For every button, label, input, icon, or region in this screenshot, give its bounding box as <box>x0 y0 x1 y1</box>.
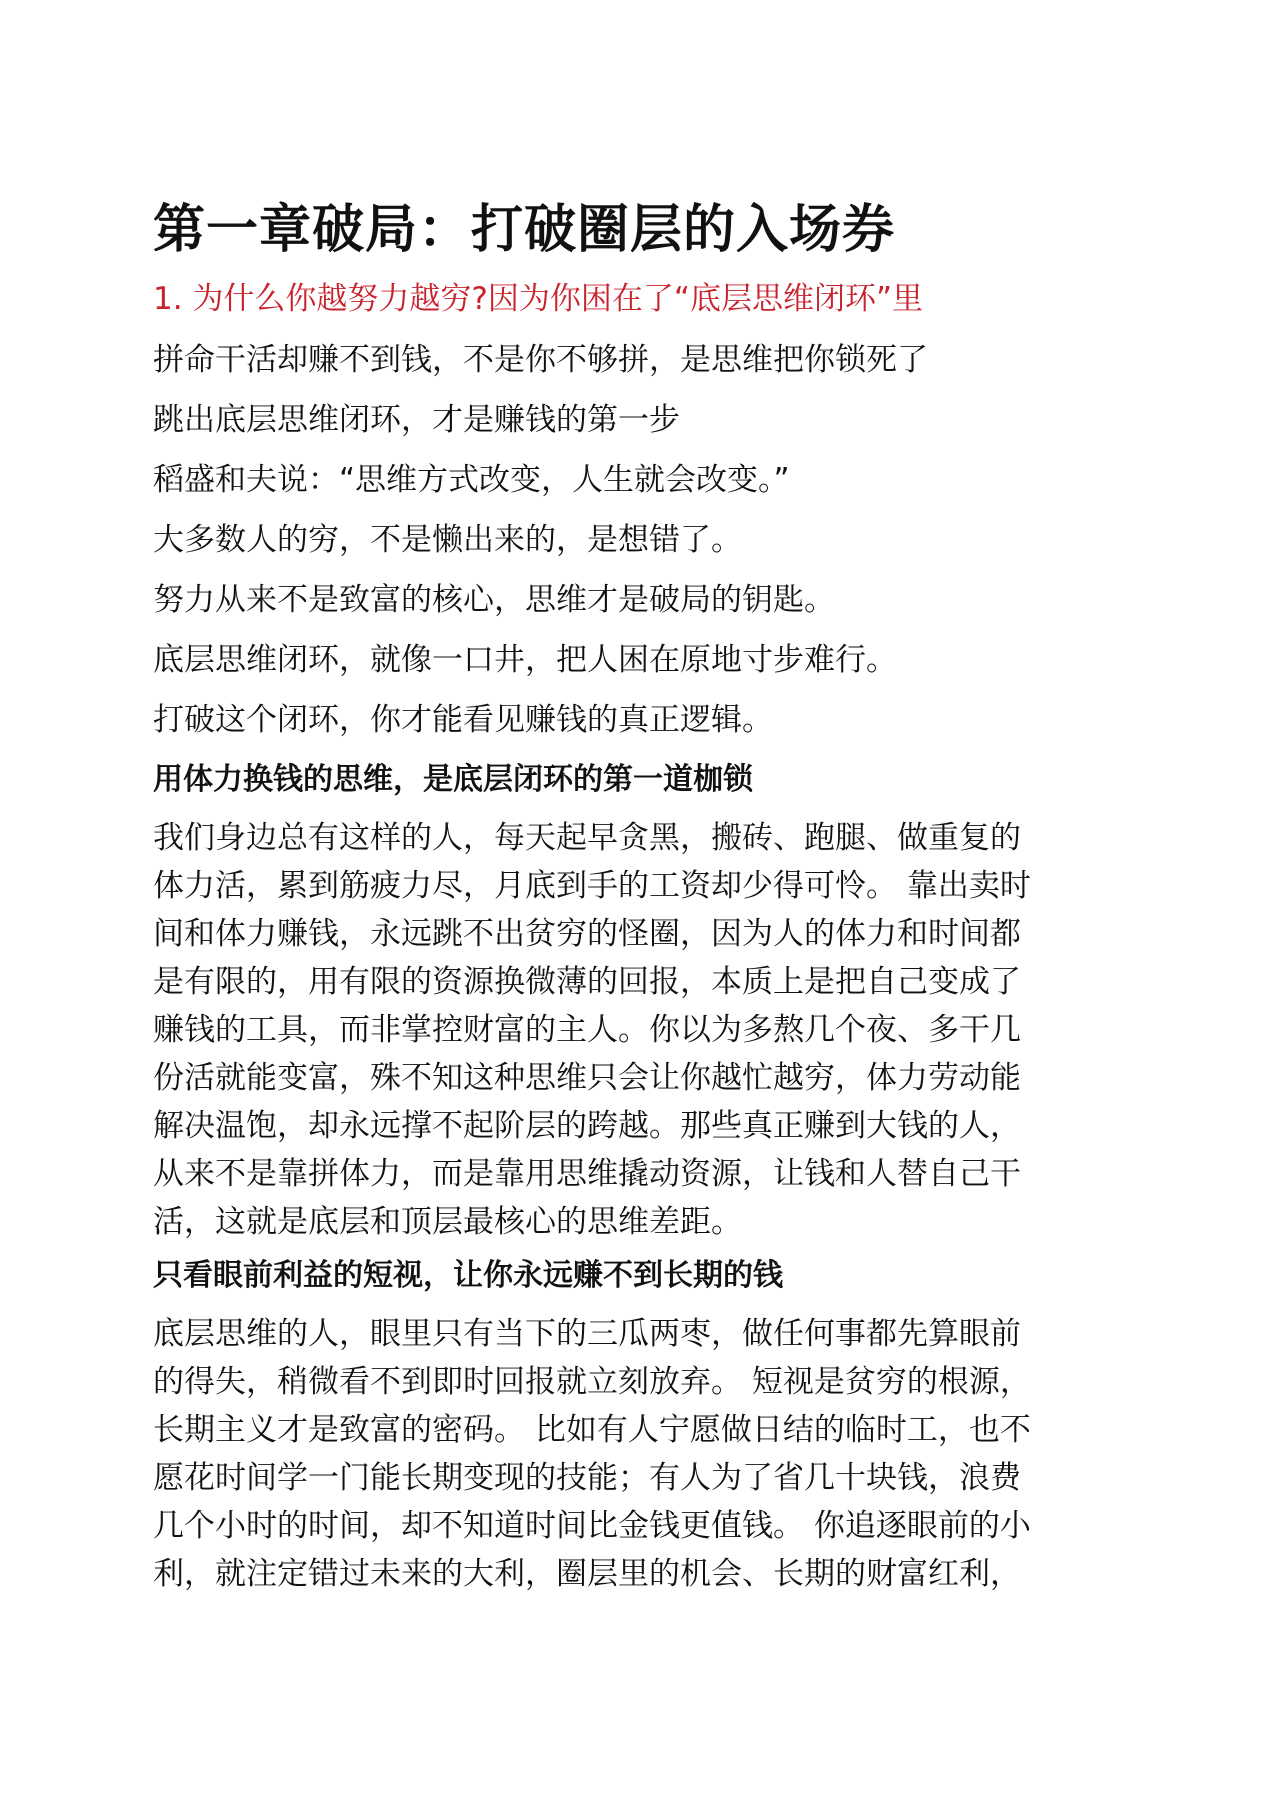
paragraph-line: 的得失，稍微看不到即时回报就立刻放弃。 短视是贫穷的根源， <box>153 1364 1031 1400</box>
paragraph-line: 利，就注定错过未来的大利，圈层里的机会、长期的财富红利， <box>153 1556 1021 1592</box>
intro-line: 跳出底层思维闭环，才是赚钱的第一步 <box>153 402 680 438</box>
section-heading: 用体力换钱的思维，是底层闭环的第一道枷锁 <box>153 762 753 797</box>
paragraph-line: 长期主义才是致富的密码。 比如有人宁愿做日结的临时工，也不 <box>153 1412 1031 1448</box>
paragraph-line: 我们身边总有这样的人，每天起早贪黑，搬砖、跑腿、做重复的 <box>153 820 1021 856</box>
intro-line: 大多数人的穷，不是懒出来的，是想错了。 <box>153 522 742 558</box>
paragraph-line: 活，这就是底层和顶层最核心的思维差距。 <box>153 1204 742 1240</box>
chapter-title: 第一章破局：打破圈层的入场券 <box>153 200 896 260</box>
intro-line: 努力从来不是致富的核心，思维才是破局的钥匙。 <box>153 582 835 618</box>
paragraph-line: 体力活，累到筋疲力尽，月底到手的工资却少得可怜。 靠出卖时 <box>153 868 1031 904</box>
paragraph-line: 解决温饱，却永远撑不起阶层的跨越。那些真正赚到大钱的人， <box>153 1108 1021 1144</box>
section-paragraph <box>153 1310 1123 1598</box>
paragraph-line: 底层思维的人，眼里只有当下的三瓜两枣，做任何事都先算眼前 <box>153 1316 1021 1352</box>
section-heading: 只看眼前利益的短视，让你永远赚不到长期的钱 <box>153 1258 783 1293</box>
intro-line: 稻盛和夫说：“思维方式改变，人生就会改变。” <box>153 462 790 498</box>
paragraph-line: 是有限的，用有限的资源换微薄的回报，本质上是把自己变成了 <box>153 964 1021 1000</box>
paragraph-line: 间和体力赚钱，永远跳不出贫穷的怪圈，因为人的体力和时间都 <box>153 916 1021 952</box>
section-paragraph <box>153 814 1123 1246</box>
paragraph-line: 愿花时间学一门能长期变现的技能；有人为了省几十块钱，浪费 <box>153 1460 1021 1496</box>
intro-line: 底层思维闭环，就像一口井，把人困在原地寸步难行。 <box>153 642 897 678</box>
paragraph-line: 赚钱的工具，而非掌控财富的主人。你以为多熬几个夜、多干几 <box>153 1012 1021 1048</box>
intro-lines <box>153 330 1123 750</box>
document-content <box>153 190 1123 1598</box>
paragraph-line: 几个小时的时间，却不知道时间比金钱更值钱。 你追逐眼前的小 <box>153 1508 1031 1544</box>
intro-line: 拼命干活却赚不到钱，不是你不够拼，是思维把你锁死了 <box>153 342 928 378</box>
paragraph-line: 份活就能变富，殊不知这种思维只会让你越忙越穷，体力劳动能 <box>153 1060 1021 1096</box>
chapter-subtitle: 1. 为什么你越努力越穷?因为你困在了“底层思维闭环”里 <box>153 281 924 317</box>
intro-line: 打破这个闭环，你才能看见赚钱的真正逻辑。 <box>153 702 773 738</box>
paragraph-line: 从来不是靠拼体力，而是靠用思维撬动资源，让钱和人替自己干 <box>153 1156 1021 1192</box>
